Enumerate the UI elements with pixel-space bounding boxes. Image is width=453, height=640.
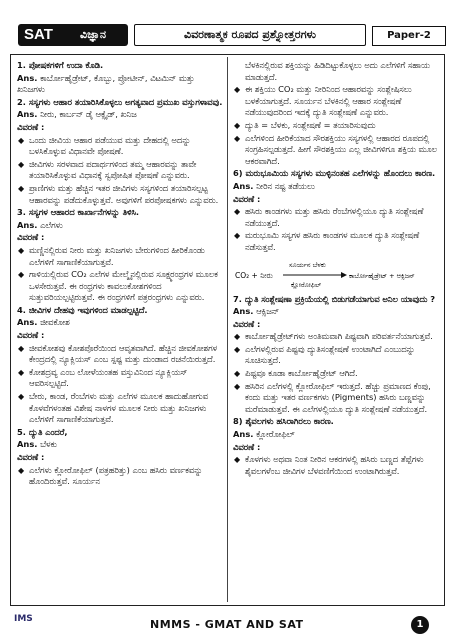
diamond-bullet-icon: ◆ [234,207,241,217]
list-item [233,120,439,132]
list-item [233,381,439,416]
bullet-text: ಬೆಳಕಿನಲ್ಲಿರುವ ಶಕ್ತಿಯನ್ನು ಹಿಡಿದಿಟ್ಟುಕೊಳ್ಳಲು ಅದು ಎಲೆಗಳಿಗೆ ಸಹಾಯ ಮಾಡುತ್ತದೆ. [245,60,430,82]
list-item [17,245,223,268]
explanation-heading: ವಿವರಣೆ : [17,232,45,243]
list-item [233,454,439,477]
diamond-bullet-icon: ◆ [18,343,25,353]
bullet-text: ಕೋಶದ್ರವ್ಯ ಎಂಬ ಲೋಳೆಯಂತಹ ವಸ್ತುವಿನಿಂದ ನ್ಯೂಕ್ಲಿಯಸ್ ಆವರಿಸಲ್ಪಟ್ಟಿದೆ. [29,366,188,389]
diamond-bullet-icon: ◆ [234,455,241,465]
subject-name: ವಿಜ್ಞಾನ [80,28,107,41]
answer-text: ಎಲೆಗಳು [40,219,63,230]
list-item [233,206,439,229]
list-item [17,343,223,366]
bullet-text: ಎಲೆಗಳು ಕ್ಲೋರೋಫಿಲ್ (ಪತ್ರಹರಿತ್ತು) ಎಂಬ ಹಸಿರು ವರ್ಣಕವನ್ನು ಹೊಂದಿರುತ್ತವೆ. ಸೂರ್ಯನ [29,464,203,487]
ans-label: Ans. [17,219,38,230]
diamond-bullet-icon: ◆ [18,367,25,377]
bullet-text: ಮಣ್ಣಿನಲ್ಲಿರುವ ನೀರು ಮತ್ತು ಖನಿಜಗಳು ಬೇರುಗಳಿಂದ ಹೀರಿಕೊಂಡು ಎಲೆಗಳಿಗೆ ಸಾಗಾಣಿಕೆಯಾಗುತ್ತವೆ. [29,244,205,267]
publisher-logo: IMS [14,614,33,624]
explanation-heading: ವಿವರಣೆ : [233,441,261,452]
ans-label: Ans. [233,429,254,440]
bullet-text: ಬೇರು, ಕಾಂಡ, ರೆಂಬೆಗಳು ಮತ್ತು ಎಲೆಗಳ ಮೂಲಕ ಹಾದುಹೋಗುವ ಕೊಳವೆಗಳಂತಹ ವಿಶೇಷ ನಾಳಗಳ ಮೂಲಕ ನೀರು ಮತ್ತು ಖನಿಜಗಳು ಎಲೆಗಳಿಗೆ ಸಾಗಾಣಿಕೆಯಾಗುತ್ತವೆ. [29,391,209,425]
list-item [17,159,223,182]
ans-label: Ans. [233,180,254,191]
question-1: 1. ಪೋಷಕಗಳಿಗೆ ಉದಾ ಕೊಡಿ. [17,60,104,70]
bullet-text: ಕಾರ್ಬೋಹೈಡ್ರೇಟ್‌ಗಳು ಅಂತಿಮವಾಗಿ ಪಿಷ್ಟವಾಗಿ ಪರಿವರ್ತನೆಯಾಗುತ್ತವೆ. [245,331,433,342]
left-column [17,59,223,489]
bullet-text: ಈ ಶಕ್ತಿಯು CO₂ ಮತ್ತು ನೀರಿನಿಂದ ಆಹಾರವನ್ನು ಸಂಶ್ಲೇಷಿಸಲು ಬಳಕೆಯಾಗುತ್ತದೆ. ಸೂರ್ಯನ ಬೆಳಕಿನಲ್ಲಿ ಆಹಾರ ಸಂಶ್ಲೇಷಣೆ ನಡೆಯುವುದರಿಂದ ಇದಕ್ಕೆ ದ್ಯುತಿ ಸಂಶ್ಲೇಷಣೆ ಎನ್ನುವರು. [245,84,412,118]
answer-text: ಜೀವಕೋಶ [40,317,70,328]
diamond-bullet-icon: ◆ [234,344,241,354]
diamond-bullet-icon: ◆ [18,135,25,145]
ans-label: Ans. [17,72,38,83]
ans-label: Ans. [233,306,254,317]
answer-8 [233,429,439,441]
bullet-text: ಎಲೆಗಳಿಂದ ಹೀರಿಕೆಯಾದ ಸೌರಶಕ್ತಿಯು ಸಸ್ಯಗಳಲ್ಲಿ ಆಹಾರದ ರೂಪದಲ್ಲಿ ಸಂಗ್ರಹಿಸಲ್ಪಡುತ್ತದೆ. ಹೀಗೆ ಸೌರಶಕ್ತಿಯು ಎಲ್ಲ ಜೀವಿಗಳಿಗೂ ಶಕ್ತಿಯ ಮೂಲ ಆಕರವಾಗಿದೆ. [245,132,438,166]
bullet-text: ದ್ಯುತಿ = ಬೆಳಕು, ಸಂಶ್ಲೇಷಣೆ = ತಯಾರಿಸುವುದು [245,119,376,130]
bullet-text: ಎಲೆಗಳಲ್ಲಿರುವ ಪಿಷ್ಟವು ದ್ಯುತಿಸಂಶ್ಲೇಷಣೆ ಉಂಟಾಗಿದೆ ಎಂಬುದನ್ನು ಸೂಚಿಸುತ್ತದೆ. [245,343,416,366]
paper-label: Paper-2 [372,26,446,46]
answer-text: ಕ್ಲೋರೋಫಿಲ್ [256,429,295,440]
question-8: 8) ಶೈವಲಗಳು ಹಸಿರಾಗಿರಲು ಕಾರಣ. [233,416,334,427]
bullet-text: ಹಸಿರು ಕಾಂಡಗಳು ಮತ್ತು ಹಸಿರು ರೆಂಬೆಗಳಲ್ಲಿಯೂ ದ್ಯುತಿ ಸಂಶ್ಲೇಷಣೆ ನಡೆಯುತ್ತದೆ. [245,206,424,228]
list-item [17,367,223,390]
subject-code: SAT [24,26,53,43]
diamond-bullet-icon: ◆ [234,231,241,241]
bullet-text: ಗಾಳಿಯಲ್ಲಿರುವ CO₂ ಎಲೆಗಳ ಮೇಲ್ಮೈನಲ್ಲಿರುವ ಸೂಕ್ಷ್ಮರಂಧ್ರಗಳ ಮೂಲಕ ಒಳಸೇರುತ್ತವೆ. ಈ ರಂಧ್ರಗಳು ಕಾವಲುಕೋಶಗಳಿಂದ ಸುತ್ತುವರಿಯಲ್ಪಟ್ಟಿರುತ್ತವೆ. ಈ ರಂಧ್ರಗಳಿಗೆ ಪತ್ರರಂಧ್ರಗಳು ಎನ್ನುವರು. [29,269,218,303]
question-7: 7. ದ್ಯುತಿ ಸಂಶ್ಲೇಷಣಾ ಪ್ರಕ್ರಿಯೆಯಲ್ಲಿ ಬಿಡುಗಡೆಯಾಗುವ ಅನಿಲ ಯಾವುದು ? [233,293,436,304]
subject-badge [18,24,128,46]
bullet-text: ಪ್ರಾಣಿಗಳು ಮತ್ತು ಹೆಚ್ಚಿನ ಇತರ ಜೀವಿಗಳು ಸಸ್ಯಗಳಿಂದ ತಯಾರಿಸಲ್ಪಟ್ಟ ಆಹಾರವನ್ನು ಪಡೆದುಕೊಳ್ಳುತ್ತವೆ. ಅವುಗಳಿಗೆ ಪರಪೋಷಕಗಳು ಎನ್ನುವರು. [29,182,219,205]
explanation-heading: ವಿವರಣೆ : [17,452,45,462]
ans-label: Ans. [17,317,38,328]
list-item [17,465,223,488]
answer-5 [17,439,223,451]
list-item [233,133,439,168]
equation-condition-top: ಸೂರ್ಯನ ಬೆಳಕು [289,260,326,269]
explanation-heading: ವಿವರಣೆ : [17,330,45,341]
question-3: 3. ಸಸ್ಯಗಳ ಆಹಾರದ ಕಾರ್ಖಾನೆಗಳನ್ನು ತಿಳಿಸಿ. [17,207,140,218]
answer-3 [17,220,223,232]
page-header [8,20,446,50]
page-footer [0,610,453,640]
list-item [233,84,439,119]
list-item [233,344,439,367]
diamond-bullet-icon: ◆ [234,381,241,391]
diamond-bullet-icon: ◆ [18,159,25,169]
bullet-text: ಕೊಳಗಳು ಅಥವಾ ನಿಂತ ನೀರಿನ ಆಕರಗಳಲ್ಲಿ ಹಸಿರು ಬಣ್ಣದ ತೆಪ್ಪೆಗಳು ಶೈವಲಗಳೆಂಬ ಜೀವಿಗಳ ಬೆಳವಣಿಗೆಯಿಂದ ಉಂಟಾಗಿರುತ್ತವೆ. [245,454,424,476]
ans-label: Ans. [17,109,38,120]
list-item [17,391,223,426]
diamond-bullet-icon: ◆ [234,369,241,379]
list-item [17,135,223,158]
answer-7 [233,306,439,318]
bullet-text: ಮರುಭೂಮಿ ಸಸ್ಯಗಳ ಹಸಿರು ಕಾಂಡಗಳ ಮೂಲಕ ದ್ಯುತಿ ಸಂಶ್ಲೇಷಣೆ ನಡೆಸುತ್ತವೆ. [245,230,420,252]
list-item [233,331,439,343]
equation-diagram [233,256,439,292]
content-frame [10,54,445,606]
list-item [233,60,439,83]
explanation-heading: ವಿವರಣೆ : [17,121,45,132]
list-item [233,368,439,380]
question-6: 6) ಮರುಭೂಮಿಯ ಸಸ್ಯಗಳು ಮುಳ್ಳಿನಂತಹ ಎಲೆಗಳನ್ನು ಹೊಂದಲು ಕಾರಣ. [233,168,436,179]
list-item [233,230,439,253]
bullet-text: ಜೀವಿಗಳು ಸರಳವಾದ ಪದಾರ್ಥಗಳಿಂದ ತಮ್ಮ ಆಹಾರವನ್ನು ತಾವೇ ತಯಾರಿಸಿಕೊಳ್ಳುವ ವಿಧಾನಕ್ಕೆ ಸ್ವಪೋಷಿತ ಪೋಷಣೆ ಎನ್ನುವರು. [29,158,197,181]
answer-text: ಕಾರ್ಬೋಹೈಡ್ರೇಟ್, ಕೊಬ್ಬು, ಪ್ರೋಟೀನ್, ವಿಟಮಿನ್ ಮತ್ತು ಖನಿಜಗಳು [17,72,195,95]
equation-condition-bottom: ಕ್ಲೋರೋಫಿಲ್ [291,280,322,289]
diamond-bullet-icon: ◆ [234,85,241,95]
photosynthesis-equation [233,256,439,292]
bullet-text: ಒಂದು ಜೀವಿಯ ಆಹಾರ ಪಡೆಯುವ ಮತ್ತು ದೇಹದಲ್ಲಿ ಅದನ್ನು ಬಳಸಿಕೊಳ್ಳುವ ವಿಧಾನವೇ ಪೋಷಣೆ. [29,134,191,157]
list-item [17,269,223,304]
answer-4 [17,317,223,329]
answer-text: ಆಕ್ಸಿಜನ್ [256,306,280,317]
ans-label: Ans. [17,439,38,450]
column-divider [227,57,228,602]
question-5: 5. ದ್ಯುತಿ ಎಂದರೆ, [17,426,68,437]
answer-text: ನೀರಿನ ನಷ್ಟ ತಡೆಯಲು [256,180,315,191]
right-column [233,59,439,478]
answer-text: ಬೆಳಕು [40,439,57,450]
question-4: 4. ಜೀವಿಗಳ ದೇಹವು ಇವುಗಳಿಂದ ಮಾಡಲ್ಪಟ್ಟಿದೆ. [17,304,148,315]
answer-6 [233,181,439,193]
bullet-text: ಜೀವಕೋಶವು ಕೋಶಪೊರೆಯಿಂದ ಆವೃತವಾಗಿದೆ. ಹೆಚ್ಚಿನ ಜೀವಕೋಶಗಳ ಕೇಂದ್ರದಲ್ಲಿ ನ್ಯೂಕ್ಲಿಯಸ್ ಎಂಬ ಸ್ಪಷ್ಟ ಮತ್ತು ದುಂಡಾದ ರಚನೆಯಿರುತ್ತದೆ. [29,342,218,365]
diamond-bullet-icon: ◆ [18,392,25,402]
arrow-head-icon [341,272,347,278]
answer-2 [17,109,223,121]
footer-title: NMMS - GMAT AND SAT [150,618,304,631]
diamond-bullet-icon: ◆ [18,183,25,193]
diamond-bullet-icon: ◆ [234,332,241,342]
equation-products: ಕಾರ್ಬೋಹೈಡ್ರೇಟ್ + ಆಕ್ಸಿಜನ್ [349,271,415,280]
diamond-bullet-icon: ◆ [18,270,25,280]
explanation-heading: ವಿವರಣೆ : [233,193,261,204]
list-item [17,183,223,206]
chapter-title: ವಿವರಣಾತ್ಮಕ ರೂಪದ ಪ್ರಶ್ನೋತ್ತರಗಳು [134,24,366,46]
page-number: 1 [411,616,429,634]
diamond-bullet-icon: ◆ [234,120,241,130]
question-2: 2. ಸಸ್ಯಗಳು ಆಹಾರ ತಯಾರಿಸಿಕೊಳ್ಳಲು ಅಗತ್ಯವಾದ ಪ್ರಮುಖ ವಸ್ತುಗಳಾವವು. [17,96,223,107]
diamond-bullet-icon: ◆ [18,465,25,475]
diamond-bullet-icon: ◆ [234,133,241,143]
bullet-text: ಪಿಷ್ಟವೂ ಕೂಡಾ ಕಾರ್ಬೋಹೈಡ್ರೇಟ್ ಆಗಿದೆ. [245,368,358,379]
bullet-text: ಹಸಿರಿನ ಎಲೆಗಳಲ್ಲಿ ಕ್ಲೋರೋಫಿಲ್ ಇರುತ್ತದೆ. ಹೆಚ್ಚು ಪ್ರಮಾಣದ ಕೆಂಪು, ಕಂದು ಮತ್ತು ಇತರ ವರ್ಣಕಗಳು (Pigments) ಹಸಿರು ಬಣ್ಣವನ್ನು ಮರೆಮಾಡುತ್ತವೆ. ಈ ಎಲೆಗಳಲ್ಲಿಯೂ ದ್ಯುತಿ ಸಂಶ್ಲೇಷಣೆ ನಡೆಯುತ್ತದೆ. [245,380,431,414]
answer-1 [17,73,223,96]
explanation-heading: ವಿವರಣೆ : [233,318,261,329]
answer-text: ನೀರು, ಕಾರ್ಬನ್ ಡೈ ಆಕ್ಸೈಡ್, ಖನಿಜ [40,109,137,120]
diamond-bullet-icon: ◆ [18,245,25,255]
equation-reactants: CO₂ + ನೀರು [235,270,273,280]
